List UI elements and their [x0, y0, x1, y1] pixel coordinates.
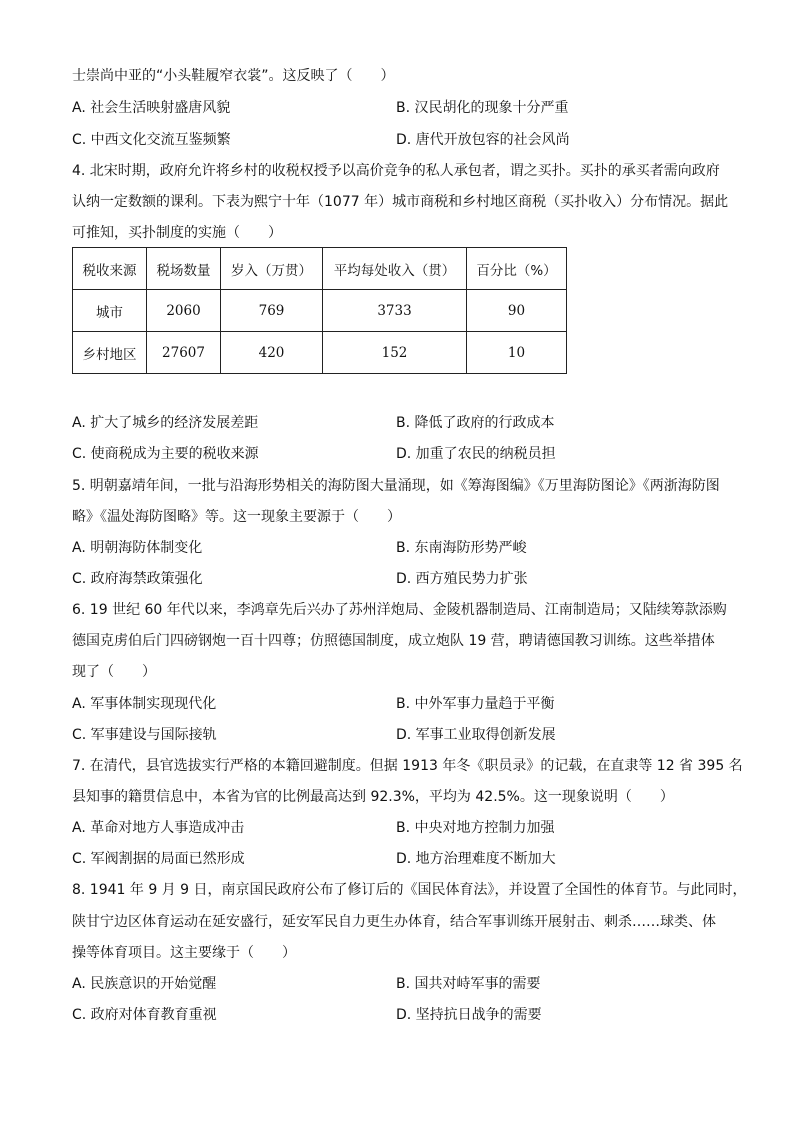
table-cell: 27607	[147, 332, 221, 374]
q4-stem-line-1: 4. 北宋时期，政府允许将乡村的收税权授予以高价竞争的私人承包者，谓之买扑。买扑的承买者需向政府	[72, 163, 720, 179]
q4-option-b[interactable]: B. 降低了政府的行政成本	[396, 415, 555, 431]
table-cell: 420	[221, 332, 323, 374]
table-cell: 城市	[73, 290, 147, 332]
table-cell: 10	[467, 332, 567, 374]
table-header-cell: 税收来源	[73, 248, 147, 290]
q8-stem-line-2: 陕甘宁边区体育运动在延安盛行，延安军民自力更生办体育，结合军事训练开展射击、刺杀……球类、体	[72, 914, 716, 930]
table-header-cell: 岁入（万贯）	[221, 248, 323, 290]
q3-option-a[interactable]: A. 社会生活映射盛唐风貌	[72, 100, 231, 116]
table-header-cell: 平均每处收入（贯）	[323, 248, 467, 290]
q8-option-d[interactable]: D. 坚持抗日战争的需要	[396, 1007, 542, 1023]
q4-option-d[interactable]: D. 加重了农民的纳税员担	[396, 446, 556, 462]
q6-option-d[interactable]: D. 军事工业取得创新发展	[396, 727, 556, 743]
q7-option-d[interactable]: D. 地方治理难度不断加大	[396, 851, 556, 867]
q6-stem-line-3: 现了（ ）	[72, 664, 156, 680]
table-cell: 152	[323, 332, 467, 374]
table-cell: 90	[467, 290, 567, 332]
q7-option-c[interactable]: C. 军阀割据的局面已然形成	[72, 851, 245, 867]
table-cell: 769	[221, 290, 323, 332]
q3-option-d[interactable]: D. 唐代开放包容的社会风尚	[396, 132, 570, 148]
q7-option-a[interactable]: A. 革命对地方人事造成冲击	[72, 820, 245, 836]
q8-option-c[interactable]: C. 政府对体育教育重视	[72, 1007, 217, 1023]
q3-stem-tail: 士崇尚中亚的“小头鞋履窄衣裳”。这反映了（ ）	[72, 68, 395, 84]
q4-stem-line-2: 认纳一定数额的课利。下表为熙宁十年（1077 年）城市商税和乡村地区商税（买扑收入）分布情况。据此	[72, 194, 729, 210]
q6-stem-line-1: 6. 19 世纪 60 年代以来，李鸿章先后兴办了苏州洋炮局、金陵机器制造局、江南制造局；又陆续筹款添购	[72, 602, 727, 618]
q5-option-c[interactable]: C. 政府海禁政策强化	[72, 571, 203, 587]
q6-option-a[interactable]: A. 军事体制实现现代化	[72, 696, 217, 712]
table-cell: 乡村地区	[73, 332, 147, 374]
q4-stem-line-3: 可推知，买扑制度的实施（ ）	[72, 225, 282, 241]
table-cell: 3733	[323, 290, 467, 332]
q8-stem-line-3: 操等体育项目。这主要缘于（ ）	[72, 945, 296, 961]
q3-option-c[interactable]: C. 中西文化交流互鉴频繁	[72, 132, 231, 148]
table-header-cell: 税场数量	[147, 248, 221, 290]
table-row	[73, 290, 567, 332]
q6-stem-line-2: 德国克虏伯后门四磅钢炮一百十四尊；仿照德国制度，成立炮队 19 营，聘请德国教习训练。这些举措体	[72, 633, 715, 649]
q7-option-b[interactable]: B. 中央对地方控制力加强	[396, 820, 555, 836]
q7-stem-line-2: 县知事的籍贯信息中，本省为官的比例最高达到 92.3%，平均为 42.5%。这一现象说明（ ）	[72, 789, 674, 805]
q3-option-b[interactable]: B. 汉民胡化的现象十分严重	[396, 100, 569, 116]
q5-stem-line-2: 略》《温处海防图略》等。这一现象主要源于（ ）	[72, 509, 401, 525]
tax-distribution-table	[72, 247, 567, 374]
q4-option-c[interactable]: C. 使商税成为主要的税收来源	[72, 446, 259, 462]
q5-stem-line-1: 5. 明朝嘉靖年间，一批与沿海形势相关的海防图大量涌现，如《筹海图编》《万里海防图论》《两浙海防图	[72, 478, 720, 494]
q7-stem-line-1: 7. 在清代，县官选拔实行严格的本籍回避制度。但据 1913 年冬《职员录》的记载，在直隶等 12 省 395 名	[72, 758, 743, 774]
q8-option-a[interactable]: A. 民族意识的开始觉醒	[72, 976, 217, 992]
q4-option-a[interactable]: A. 扩大了城乡的经济发展差距	[72, 415, 259, 431]
table-header-cell: 百分比（%）	[467, 248, 567, 290]
table-cell: 2060	[147, 290, 221, 332]
q5-option-a[interactable]: A. 明朝海防体制变化	[72, 540, 203, 556]
table-header-row	[73, 248, 567, 290]
q8-stem-line-1: 8. 1941 年 9 月 9 日，南京国民政府公布了修订后的《国民体育法》，并设置了全国性的体育节。与此同时，	[72, 882, 747, 898]
table-row	[73, 332, 567, 374]
q6-option-b[interactable]: B. 中外军事力量趋于平衡	[396, 696, 555, 712]
q6-option-c[interactable]: C. 军事建设与国际接轨	[72, 727, 217, 743]
q8-option-b[interactable]: B. 国共对峙军事的需要	[396, 976, 541, 992]
q5-option-b[interactable]: B. 东南海防形势严峻	[396, 540, 527, 556]
q5-option-d[interactable]: D. 西方殖民势力扩张	[396, 571, 528, 587]
